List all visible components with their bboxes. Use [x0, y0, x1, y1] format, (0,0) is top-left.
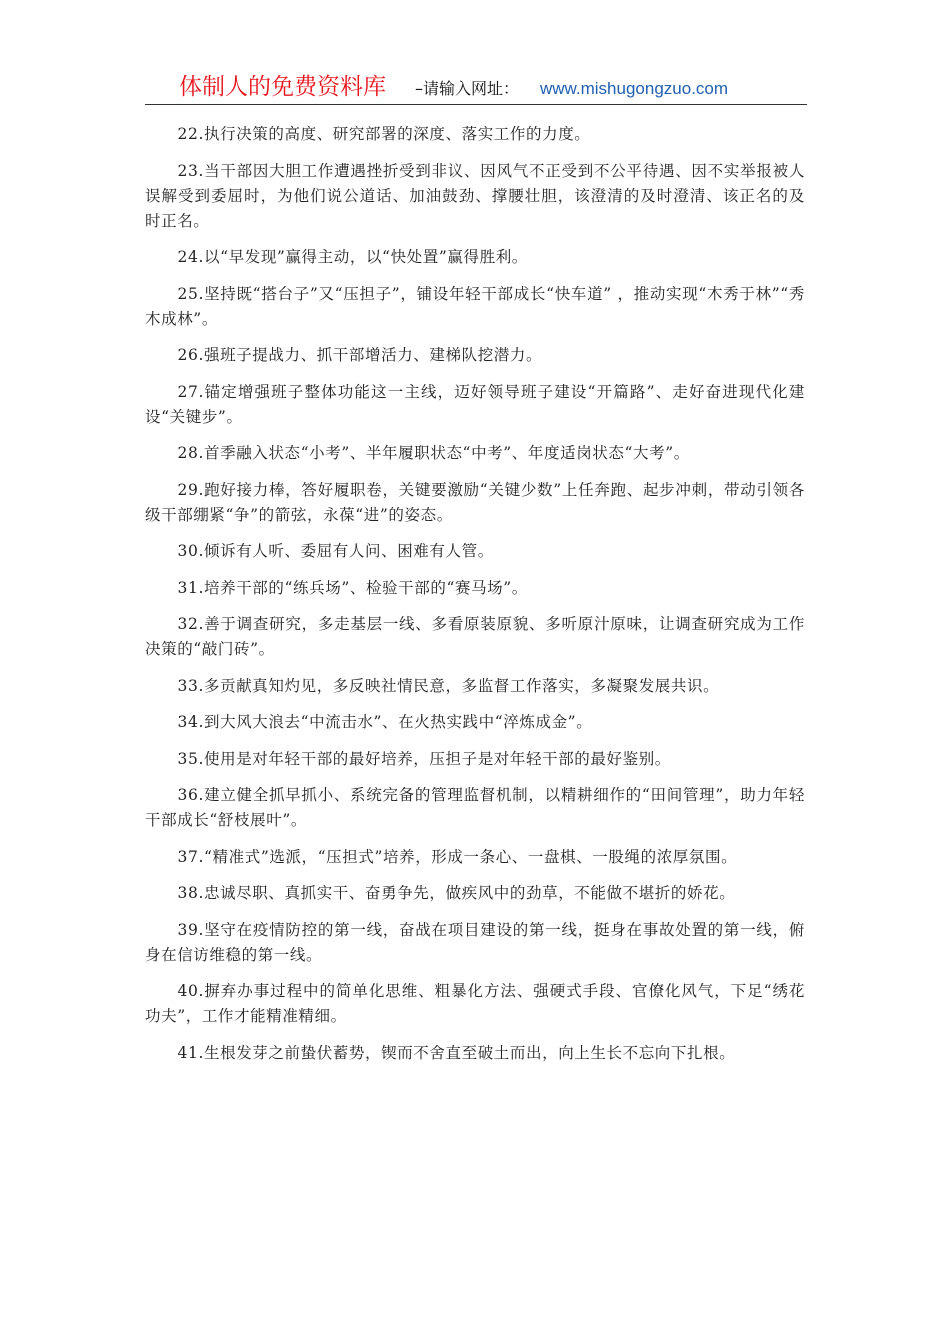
document-body [145, 122, 805, 1077]
paragraph-40: 40.摒弃办事过程中的简单化思维、粗暴化方法、强硬式手段、官僚化风气，下足“绣花功夫”，工作才能精准精细。 [145, 982, 805, 1025]
paragraph-24: 24.以“早发现”赢得主动，以“快处置”赢得胜利。 [177, 248, 528, 266]
paragraph-38: 38.忠诚尽职、真抓实干、奋勇争先，做疾风中的劲草，不能做不堪折的娇花。 [177, 884, 736, 902]
header-brand-title: 体制人的免费资料库 [179, 74, 386, 100]
paragraph-37: 37.“精准式”选派，“压担式”培养，形成一条心、一盘棋、一股绳的浓厚氛围。 [177, 847, 738, 866]
paragraph-29: 29.跑好接力棒，答好履职卷，关键要激励“关键少数”上任奔跑、起步冲刺，带动引领各级干部绷紧“争”的箭弦，永葆“进”的姿态。 [145, 480, 805, 524]
paragraph-27: 27.锚定增强班子整体功能这一主线，迈好领导班子建设“开篇路”、走好奋进现代化建设“关键步”。 [145, 382, 805, 426]
header-url-prompt: –请输入网址： [415, 79, 520, 98]
paragraph-35: 35.使用是对年轻干部的最好培养，压担子是对年轻干部的最好鉴别。 [177, 749, 671, 768]
paragraph-23: 23.当干部因大胆工作遭遇挫折受到非议、因风气不正受到不公平待遇、因不实举报被人误解受到委屈时，为他们说公道话、加油鼓劲、撑腰壮胆，该澄清的及时澄清、该正名的及时正名。 [145, 161, 805, 230]
paragraph-33: 33.多贡献真知灼见，多反映社情民意，多监督工作落实，多凝聚发展共识。 [177, 676, 720, 695]
paragraph-25: 25.坚持既“搭台子”又“压担子”，铺设年轻干部成长“快车道” ，推动实现“木秀于林”“秀木成林”。 [145, 284, 805, 328]
paragraph-26: 26.强班子提战力、抓干部增活力、建梯队挖潜力。 [177, 346, 543, 364]
paragraph-39: 39.坚守在疫情防控的第一线，奋战在项目建设的第一线，挺身在事故处置的第一线，俯身在信访维稳的第一线。 [145, 920, 805, 964]
paragraph-22: 22.执行决策的高度、研究部署的深度、落实工作的力度。 [177, 125, 591, 143]
paragraph-28: 28.首季融入状态“小考”、半年履职状态“中考”、年度适岗状态“大考”。 [177, 444, 690, 462]
paragraph-36: 36.建立健全抓早抓小、系统完备的管理监督机制，以精耕细作的“田间管理”，助力年轻干部成长“舒枝展叶”。 [145, 786, 805, 829]
paragraph-34: 34.到大风大浪去“中流击水”、在火热实践中“淬炼成金”。 [177, 713, 593, 731]
paragraph-31: 31.培养干部的“练兵场”、检验干部的“赛马场”。 [177, 578, 528, 597]
paragraph-41: 41.生根发芽之前蛰伏蓄势，锲而不舍直至破土而出，向上生长不忘向下扎根。 [177, 1043, 736, 1062]
paragraph-30: 30.倾诉有人听、委屈有人问、困难有人管。 [177, 542, 494, 560]
header-website-link[interactable]: www.mishugongzuo.com [540, 79, 729, 98]
paragraph-32: 32.善于调查研究，多走基层一线、多看原装原貌、多听原汁原味，让调查研究成为工作决策的“敲门砖”。 [145, 615, 805, 658]
page-header [145, 72, 807, 105]
